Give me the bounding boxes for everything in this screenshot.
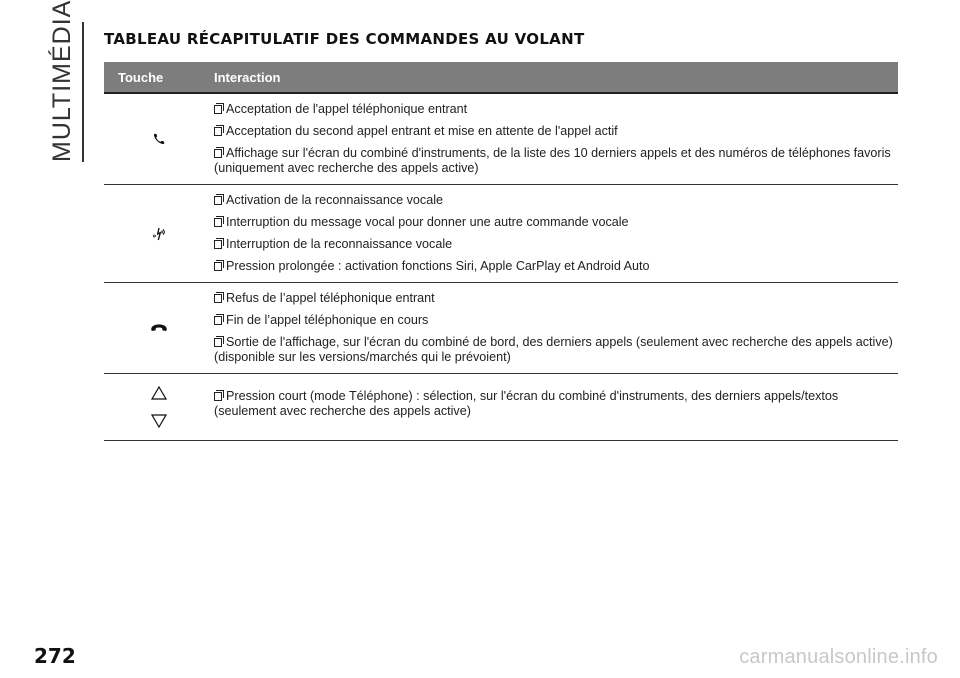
row-interaction-cell [214, 185, 898, 282]
table-row [104, 283, 898, 374]
bullet-icon [214, 262, 222, 271]
list-item: Fin de l’appel téléphonique en cours [214, 313, 898, 328]
list-item: Interruption de la reconnaissance vocale [214, 237, 898, 252]
list-item: Affichage sur l'écran du combiné d'instruments, de la liste des 10 derniers appels et des numéros de téléphones favoris (uniquement avec recherche des appels active) [214, 146, 891, 175]
table-header [104, 62, 898, 94]
table-row [104, 185, 898, 283]
row-key-cell [104, 94, 214, 184]
bullet-icon [214, 149, 222, 158]
header-interaction: Interaction [214, 69, 281, 85]
list-item: Acceptation de l'appel téléphonique entrant [214, 102, 898, 117]
list-item: Pression prolongée : activation fonctions Siri, Apple CarPlay et Android Auto [214, 259, 898, 274]
bullet-icon [214, 316, 222, 325]
header-touche: Touche [118, 69, 164, 85]
list-item: Acceptation du second appel entrant et mise en attente de l'appel actif [214, 124, 898, 139]
watermark: carmanualsonline.info [739, 646, 938, 668]
up-arrow-icon [151, 386, 167, 400]
row-key-cell [104, 374, 214, 440]
section-rule [82, 22, 84, 162]
phone-answer-icon [152, 132, 166, 146]
bullet-icon [214, 338, 222, 347]
row-interaction-cell [214, 283, 898, 373]
bullet-icon [214, 105, 222, 114]
voice-command-icon [151, 226, 167, 242]
table-row [104, 94, 898, 185]
table-row [104, 374, 898, 441]
page-title: TABLEAU RÉCAPITULATIF DES COMMANDES AU VOLANT [104, 30, 585, 48]
commands-table [104, 62, 898, 441]
bullet-icon [214, 127, 222, 136]
bullet-icon [214, 294, 222, 303]
bullet-icon [214, 218, 222, 227]
row-key-cell [104, 185, 214, 282]
row-interaction-cell [214, 374, 898, 440]
phone-hangup-icon [150, 322, 168, 334]
bullet-icon [214, 196, 222, 205]
list-item: Interruption du message vocal pour donner une autre commande vocale [214, 215, 898, 230]
page-number: 272 [34, 644, 76, 668]
row-interaction-cell [214, 94, 898, 184]
list-item: Pression court (mode Téléphone) : sélection, sur l'écran du combiné d'instruments, des derniers appels/textos (seulement avec recherche des appels active) [214, 389, 839, 418]
bullet-icon [214, 240, 222, 249]
down-arrow-icon [151, 414, 167, 428]
section-label: MULTIMÉDIA [48, 0, 76, 162]
row-key-cell [104, 283, 214, 373]
bullet-icon [214, 392, 222, 401]
list-item: Refus de l’appel téléphonique entrant [214, 291, 898, 306]
list-item: Sortie de l'affichage, sur l'écran du combiné de bord, des derniers appels (seulement avec recherche des appels active) (disponible sur les versions/marchés qui le prévoient) [214, 335, 893, 364]
list-item: Activation de la reconnaissance vocale [214, 193, 898, 208]
